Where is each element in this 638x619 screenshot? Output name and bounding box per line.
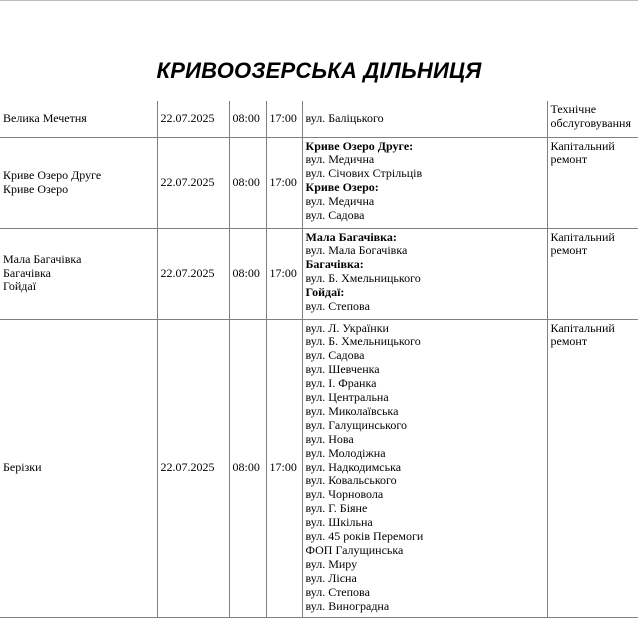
street-name: вул. Чорновола bbox=[305, 487, 384, 502]
street-name: вул. Л. Українки bbox=[305, 320, 389, 335]
work-type-cell bbox=[547, 137, 638, 228]
street-name: вул. Шкільна bbox=[305, 515, 373, 530]
street-name: вул. Мала Богачівка bbox=[305, 243, 408, 258]
streets-cell bbox=[302, 137, 547, 228]
start-time-cell: 08:00 bbox=[229, 319, 266, 617]
street-name: вул. Миру bbox=[305, 556, 358, 571]
date-cell: 22.07.2025 bbox=[157, 228, 229, 319]
work-type-cell bbox=[547, 101, 638, 137]
streets-cell bbox=[302, 228, 547, 319]
street-name: вул. Б. Хмельницького bbox=[305, 271, 421, 286]
street-name: вул. Центральна bbox=[305, 390, 389, 405]
street-group-label: Багачівка: bbox=[305, 257, 364, 272]
work-type-line: Технічне bbox=[550, 102, 597, 116]
street-name: вул. Молодіжна bbox=[305, 445, 386, 460]
top-border-line bbox=[0, 0, 638, 1]
work-type-line: Капітальний bbox=[550, 229, 615, 244]
settlement-name: Багачівка bbox=[3, 265, 51, 280]
settlement-cell bbox=[0, 228, 157, 319]
settlement-name: Гойдаї bbox=[3, 279, 37, 294]
street-name: вул. Миколаївська bbox=[305, 403, 399, 418]
street-group-label: Гойдаї: bbox=[305, 285, 345, 300]
work-type-cell bbox=[547, 228, 638, 319]
streets-cell bbox=[302, 319, 547, 617]
table-row bbox=[0, 228, 638, 319]
date-cell: 22.07.2025 bbox=[157, 137, 229, 228]
street-name: вул. Г. Біяне bbox=[305, 501, 368, 516]
street-name: ФОП Галущинська bbox=[305, 543, 404, 557]
work-type-line: обслуговування bbox=[550, 115, 631, 130]
work-type-line: ремонт bbox=[550, 334, 588, 349]
work-type-cell bbox=[547, 319, 638, 617]
page-title: КРИВООЗЕРСЬКА ДІЛЬНИЦЯ bbox=[156, 58, 482, 83]
settlement-name: Мала Багачівка bbox=[3, 251, 82, 266]
street-name: вул. І. Франка bbox=[305, 376, 377, 391]
street-name: вул. Степова bbox=[305, 584, 370, 599]
work-type-line: Капітальний bbox=[550, 138, 615, 153]
table-row bbox=[0, 101, 638, 137]
start-time-cell: 08:00 bbox=[229, 228, 266, 319]
street-name: вул. Січових Стрільців bbox=[305, 166, 423, 181]
street-name: вул. Баліцького bbox=[305, 110, 384, 125]
settlement-cell bbox=[0, 137, 157, 228]
date-cell: 22.07.2025 bbox=[157, 101, 229, 137]
settlement-cell bbox=[0, 101, 157, 137]
street-group-label: Мала Багачівка: bbox=[305, 229, 397, 244]
settlement-cell bbox=[0, 319, 157, 617]
street-name: вул. Медична bbox=[305, 194, 375, 209]
street-name: вул. Нова bbox=[305, 431, 354, 446]
work-type-line: ремонт bbox=[550, 243, 588, 258]
table-row bbox=[0, 319, 638, 617]
street-name: вул. Шевченка bbox=[305, 362, 380, 377]
street-name: вул. Лісна bbox=[305, 570, 357, 585]
work-type-line: ремонт bbox=[550, 152, 588, 167]
settlement-name: Велика Мечетня bbox=[3, 110, 87, 125]
street-name: вул. Виноградна bbox=[305, 598, 390, 613]
end-time-cell: 17:00 bbox=[266, 228, 302, 319]
street-name: вул. Садова bbox=[305, 348, 365, 363]
street-name: вул. Медична bbox=[305, 152, 375, 167]
street-name: вул. 45 років Перемоги bbox=[305, 529, 424, 544]
end-time-cell: 17:00 bbox=[266, 319, 302, 617]
street-name: вул. Садова bbox=[305, 208, 365, 223]
end-time-cell: 17:00 bbox=[266, 137, 302, 228]
date-cell: 22.07.2025 bbox=[157, 319, 229, 617]
start-time-cell: 08:00 bbox=[229, 101, 266, 137]
settlement-name: Берізки bbox=[3, 460, 42, 475]
street-group-label: Криве Озеро: bbox=[305, 180, 379, 195]
end-time-cell: 17:00 bbox=[266, 101, 302, 137]
street-name: вул. Степова bbox=[305, 299, 370, 314]
street-name: вул. Ковальського bbox=[305, 473, 397, 488]
outage-schedule-table bbox=[0, 101, 638, 618]
start-time-cell: 08:00 bbox=[229, 137, 266, 228]
street-name: вул. Б. Хмельницького bbox=[305, 334, 421, 349]
street-name: вул. Галущинського bbox=[305, 417, 408, 432]
streets-cell bbox=[302, 101, 547, 137]
street-name: вул. Надкодимська bbox=[305, 459, 402, 474]
street-group-label: Криве Озеро Друге: bbox=[305, 138, 414, 153]
work-type-line: Капітальний bbox=[550, 320, 615, 335]
settlement-name: Криве Озеро bbox=[3, 181, 69, 196]
table-row bbox=[0, 137, 638, 228]
settlement-name: Криве Озеро Друге bbox=[3, 167, 102, 182]
